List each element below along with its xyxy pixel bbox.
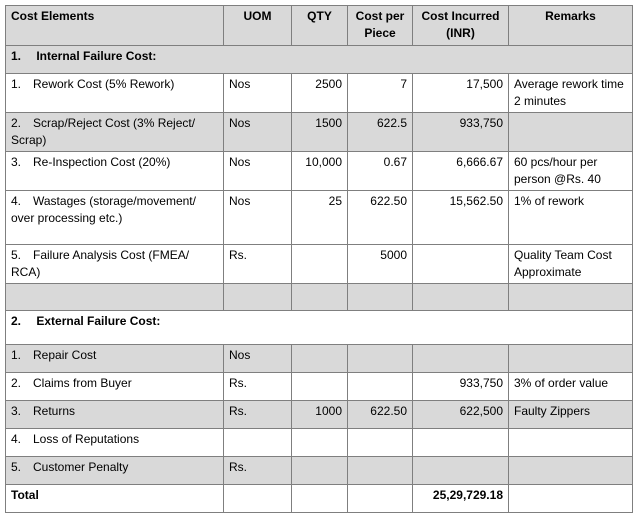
spacer-cell [292, 284, 348, 311]
remarks-cell [509, 457, 633, 485]
uom-cell: Nos [224, 113, 292, 152]
table-row [6, 245, 633, 284]
row-number: 1. [11, 77, 22, 91]
cost-incurred-cell: 6,666.67 [413, 152, 509, 191]
uom-cell: Nos [224, 191, 292, 245]
qty-cell [292, 245, 348, 284]
section-label: External Failure Cost: [36, 314, 161, 328]
cost-incurred-cell [413, 457, 509, 485]
cost-element-cell [6, 152, 224, 191]
row-number: 4. [11, 432, 22, 446]
cost-element-label: Loss of Reputations [33, 432, 140, 446]
cost-per-piece-cell [348, 429, 413, 457]
spacer-row [6, 284, 633, 311]
remarks-cell [509, 429, 633, 457]
row-number: 5. [11, 460, 22, 474]
table-row [6, 429, 633, 457]
table-row [6, 152, 633, 191]
remarks-cell: 60 pcs/hour per person @Rs. 40 [509, 152, 633, 191]
uom-cell: Nos [224, 345, 292, 373]
cost-element-cell [6, 191, 224, 245]
table-row [6, 401, 633, 429]
qty-cell [292, 345, 348, 373]
cost-per-piece-cell: 622.50 [348, 191, 413, 245]
spacer-cell [413, 284, 509, 311]
remarks-cell: Quality Team Cost Approximate [509, 245, 633, 284]
qty-cell [292, 457, 348, 485]
remarks-cell: 3% of order value [509, 373, 633, 401]
qty-cell: 1000 [292, 401, 348, 429]
remarks-cell: Average rework time 2 minutes [509, 74, 633, 113]
cost-per-piece-cell: 5000 [348, 245, 413, 284]
uom-cell: Nos [224, 74, 292, 113]
header-row [6, 6, 633, 46]
table-row [6, 74, 633, 113]
section-external-title [6, 311, 633, 345]
cost-element-cell [6, 113, 224, 152]
section-number: 1. [11, 49, 22, 63]
cost-incurred-cell [413, 345, 509, 373]
cost-per-piece-cell: 0.67 [348, 152, 413, 191]
uom-cell: Nos [224, 152, 292, 191]
table-row [6, 191, 633, 245]
cost-element-label: Scrap/Reject Cost (3% Reject/ Scrap) [11, 116, 196, 147]
table-row [6, 113, 633, 152]
row-number: 3. [11, 155, 22, 169]
total-empty-cell [292, 485, 348, 513]
cost-element-label: Claims from Buyer [33, 376, 132, 390]
cost-element-label: Repair Cost [33, 348, 97, 362]
total-empty-cell [224, 485, 292, 513]
remarks-cell: Faulty Zippers [509, 401, 633, 429]
cost-per-piece-cell: 622.50 [348, 401, 413, 429]
uom-cell: Rs. [224, 373, 292, 401]
header-cost-per-piece: Cost per Piece [348, 6, 413, 46]
external-rows [6, 345, 633, 485]
internal-rows [6, 74, 633, 284]
cost-element-label: Returns [33, 404, 76, 418]
header-cost-elements: Cost Elements [6, 6, 224, 46]
spacer-cell [509, 284, 633, 311]
total-empty-cell [348, 485, 413, 513]
qty-cell: 2500 [292, 74, 348, 113]
remarks-cell [509, 113, 633, 152]
cost-element-cell [6, 245, 224, 284]
remarks-cell [509, 345, 633, 373]
header-remarks: Remarks [509, 6, 633, 46]
cost-incurred-cell: 622,500 [413, 401, 509, 429]
cost-element-cell [6, 457, 224, 485]
spacer-cell [348, 284, 413, 311]
spacer-cell [224, 284, 292, 311]
table-row [6, 457, 633, 485]
section-external-row [6, 311, 633, 345]
cost-element-cell [6, 401, 224, 429]
table-row [6, 345, 633, 373]
uom-cell: Rs. [224, 245, 292, 284]
section-number: 2. [11, 314, 22, 328]
row-number: 5. [11, 248, 22, 262]
cost-incurred-cell [413, 429, 509, 457]
section-internal-title [6, 46, 633, 74]
cost-element-cell [6, 345, 224, 373]
cost-table-wrapper [5, 5, 633, 513]
cost-incurred-cell: 17,500 [413, 74, 509, 113]
table-row [6, 373, 633, 401]
cost-of-poor-quality-table [5, 5, 633, 513]
uom-cell: Rs. [224, 457, 292, 485]
cost-incurred-cell: 933,750 [413, 373, 509, 401]
row-number: 3. [11, 404, 22, 418]
qty-cell [292, 429, 348, 457]
total-value: 25,29,729.18 [413, 485, 509, 513]
header-cost-incurred: Cost Incurred (INR) [413, 6, 509, 46]
cost-element-cell [6, 429, 224, 457]
uom-cell: Rs. [224, 401, 292, 429]
section-internal-row [6, 46, 633, 74]
cost-per-piece-cell [348, 345, 413, 373]
cost-element-label: Wastages (storage/movement/ over processing etc.) [11, 194, 196, 225]
row-number: 2. [11, 376, 22, 390]
cost-incurred-cell [413, 245, 509, 284]
cost-element-label: Re-Inspection Cost (20%) [33, 155, 171, 169]
cost-element-label: Failure Analysis Cost (FMEA/ RCA) [11, 248, 190, 279]
qty-cell: 1500 [292, 113, 348, 152]
cost-per-piece-cell [348, 457, 413, 485]
cost-per-piece-cell: 622.5 [348, 113, 413, 152]
total-row [6, 485, 633, 513]
total-empty-cell [509, 485, 633, 513]
cost-element-cell [6, 74, 224, 113]
cost-incurred-cell: 15,562.50 [413, 191, 509, 245]
remarks-cell: 1% of rework [509, 191, 633, 245]
total-label: Total [6, 485, 224, 513]
uom-cell [224, 429, 292, 457]
spacer-cell [6, 284, 224, 311]
cost-element-cell [6, 373, 224, 401]
cost-element-label: Customer Penalty [33, 460, 129, 474]
row-number: 4. [11, 194, 22, 208]
cost-element-label: Rework Cost (5% Rework) [33, 77, 175, 91]
row-number: 1. [11, 348, 22, 362]
cost-per-piece-cell [348, 373, 413, 401]
cost-per-piece-cell: 7 [348, 74, 413, 113]
header-qty: QTY [292, 6, 348, 46]
section-label: Internal Failure Cost: [36, 49, 157, 63]
qty-cell: 25 [292, 191, 348, 245]
row-number: 2. [11, 116, 22, 130]
header-uom: UOM [224, 6, 292, 46]
qty-cell: 10,000 [292, 152, 348, 191]
cost-incurred-cell: 933,750 [413, 113, 509, 152]
qty-cell [292, 373, 348, 401]
